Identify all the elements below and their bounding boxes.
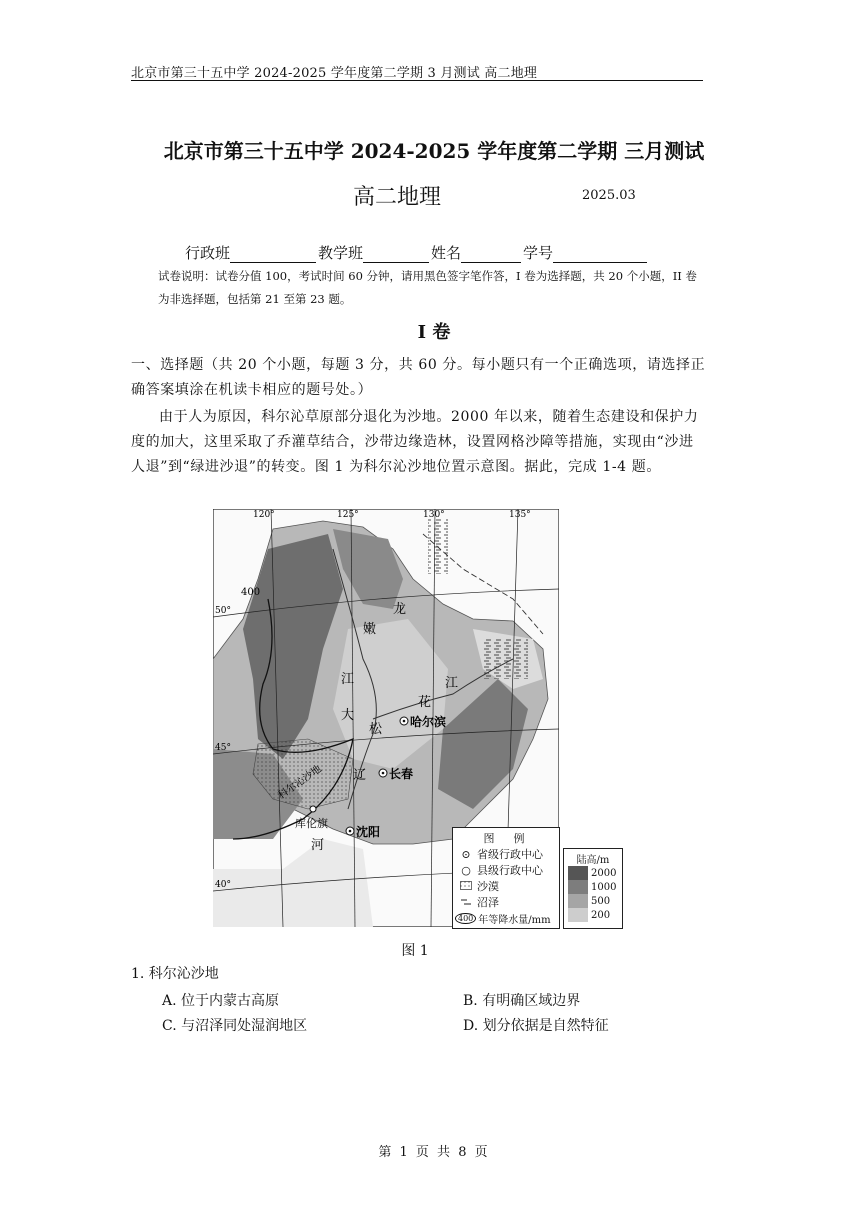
page-footer: 第 1 页 共 8 页 bbox=[378, 1145, 490, 1160]
legend-item-desert: 沙漠 bbox=[453, 878, 559, 894]
passage-text: 由于人为原因，科尔沁草原部分退化为沙地。2000 年以来，随着生态建设和保护力度的加大，这里采取了乔灌草结合，沙带边缘造林，设置网格沙障等措施，实现由“沙进人退”到“绿进沙退”的转变。图 1 为科尔沁沙地位置示意图。据此，完成 1-4 题。 bbox=[131, 409, 699, 475]
legend-title: 图 例 bbox=[483, 832, 529, 845]
label-song: 松 bbox=[369, 722, 383, 737]
instruction-text: 一、选择题（共 20 个小题，每题 3 分，共 60 分。每小题只有一个正确选项，请选择正确答案填涂在机读卡相应的题号处。） bbox=[131, 357, 706, 398]
student-info-fields bbox=[185, 242, 649, 263]
teach-class-label: 教学班 bbox=[318, 244, 364, 262]
id-label: 学号 bbox=[523, 244, 554, 262]
exam-title: 北京市第三十五中学 2024-2025 学年度第二学期 三月测试 bbox=[163, 139, 705, 163]
name-blank[interactable] bbox=[461, 248, 521, 263]
label-jiang-song: 江 bbox=[445, 676, 459, 691]
elevation-title: 陆高/m bbox=[576, 855, 610, 866]
teach-class-blank[interactable] bbox=[363, 248, 429, 263]
legend-item-marsh: 沼泽 bbox=[453, 894, 559, 910]
label-hua: 花 bbox=[418, 695, 432, 710]
kulun-label: 库伦旗 bbox=[295, 817, 328, 830]
header-rule bbox=[131, 80, 703, 81]
isohyet-sample-icon: 400 bbox=[455, 913, 476, 924]
lat-label-40: 40° bbox=[215, 880, 231, 890]
label-nen: 嫩 bbox=[363, 622, 377, 637]
marsh-north bbox=[428, 519, 448, 574]
elevation-level-2000: 2000 bbox=[564, 866, 622, 880]
option-d[interactable]: D. 划分依据是自然特征 bbox=[463, 1018, 609, 1034]
exam-date: 2025.03 bbox=[582, 188, 636, 203]
provincial-capital-icon: ⊙ bbox=[461, 847, 471, 861]
label-horqin: 科尔沁沙地 bbox=[276, 763, 324, 802]
lon-label-120: 120° bbox=[253, 510, 275, 520]
class-blank[interactable] bbox=[230, 248, 316, 263]
label-he: 河 bbox=[311, 838, 325, 853]
exam-note: 试卷说明：试卷分值 100，考试时间 60 分钟，请用黑色签字笔作答，I 卷为选择题，共 20 个小题，II 卷为非选择题，包括第 21 至第 23 题。 bbox=[158, 269, 697, 306]
subject-title: 高二地理 bbox=[353, 185, 442, 210]
lon-label-125: 125° bbox=[337, 510, 359, 520]
harbin-label: 哈尔滨 bbox=[410, 715, 447, 729]
page-header: 北京市第三十五中学 2024-2025 学年度第二学期 3 月测试 高二地理 bbox=[131, 66, 538, 81]
lon-label-130: 130° bbox=[423, 510, 445, 520]
elevation-level-200: 200 bbox=[564, 908, 622, 922]
label-da: 大 bbox=[341, 708, 355, 723]
class-label: 行政班 bbox=[185, 244, 231, 262]
section-title: I 卷 bbox=[417, 322, 451, 343]
legend-item-county: ○ 县级行政中心 bbox=[453, 862, 559, 878]
name-label: 姓名 bbox=[431, 244, 462, 262]
elevation-level-500: 500 bbox=[564, 894, 622, 908]
county-center-icon: ○ bbox=[461, 863, 471, 877]
label-liao: 辽 bbox=[353, 768, 367, 783]
legend-item-provincial: ⊙ 省级行政中心 bbox=[453, 846, 559, 862]
question-stem: 1. 科尔沁沙地 bbox=[131, 966, 219, 982]
isohyet-label: 400 bbox=[241, 587, 261, 598]
shenyang-label: 沈阳 bbox=[356, 825, 381, 839]
desert-icon bbox=[459, 880, 473, 893]
option-c[interactable]: C. 与沼泽同处湿润地区 bbox=[162, 1018, 308, 1034]
changchun-label: 长春 bbox=[389, 767, 414, 781]
marsh-icon bbox=[459, 896, 473, 909]
lat-label-45: 45° bbox=[215, 743, 231, 753]
legend-item-isohyet: 400 年等降水量/mm bbox=[453, 910, 559, 926]
label-jiang-nen: 江 bbox=[341, 672, 355, 687]
map-legend bbox=[452, 827, 560, 929]
option-b[interactable]: B. 有明确区域边界 bbox=[463, 993, 581, 1009]
elevation-level-1000: 1000 bbox=[564, 880, 622, 894]
option-a[interactable]: A. 位于内蒙古高原 bbox=[162, 993, 280, 1009]
figure-caption: 图 1 bbox=[401, 943, 429, 959]
lat-label-50: 50° bbox=[215, 606, 231, 616]
id-blank[interactable] bbox=[553, 248, 647, 263]
lon-label-135: 135° bbox=[509, 510, 531, 520]
marsh-sanjiang bbox=[483, 639, 528, 679]
label-long: 龙 bbox=[393, 602, 407, 617]
elevation-legend bbox=[563, 848, 623, 929]
